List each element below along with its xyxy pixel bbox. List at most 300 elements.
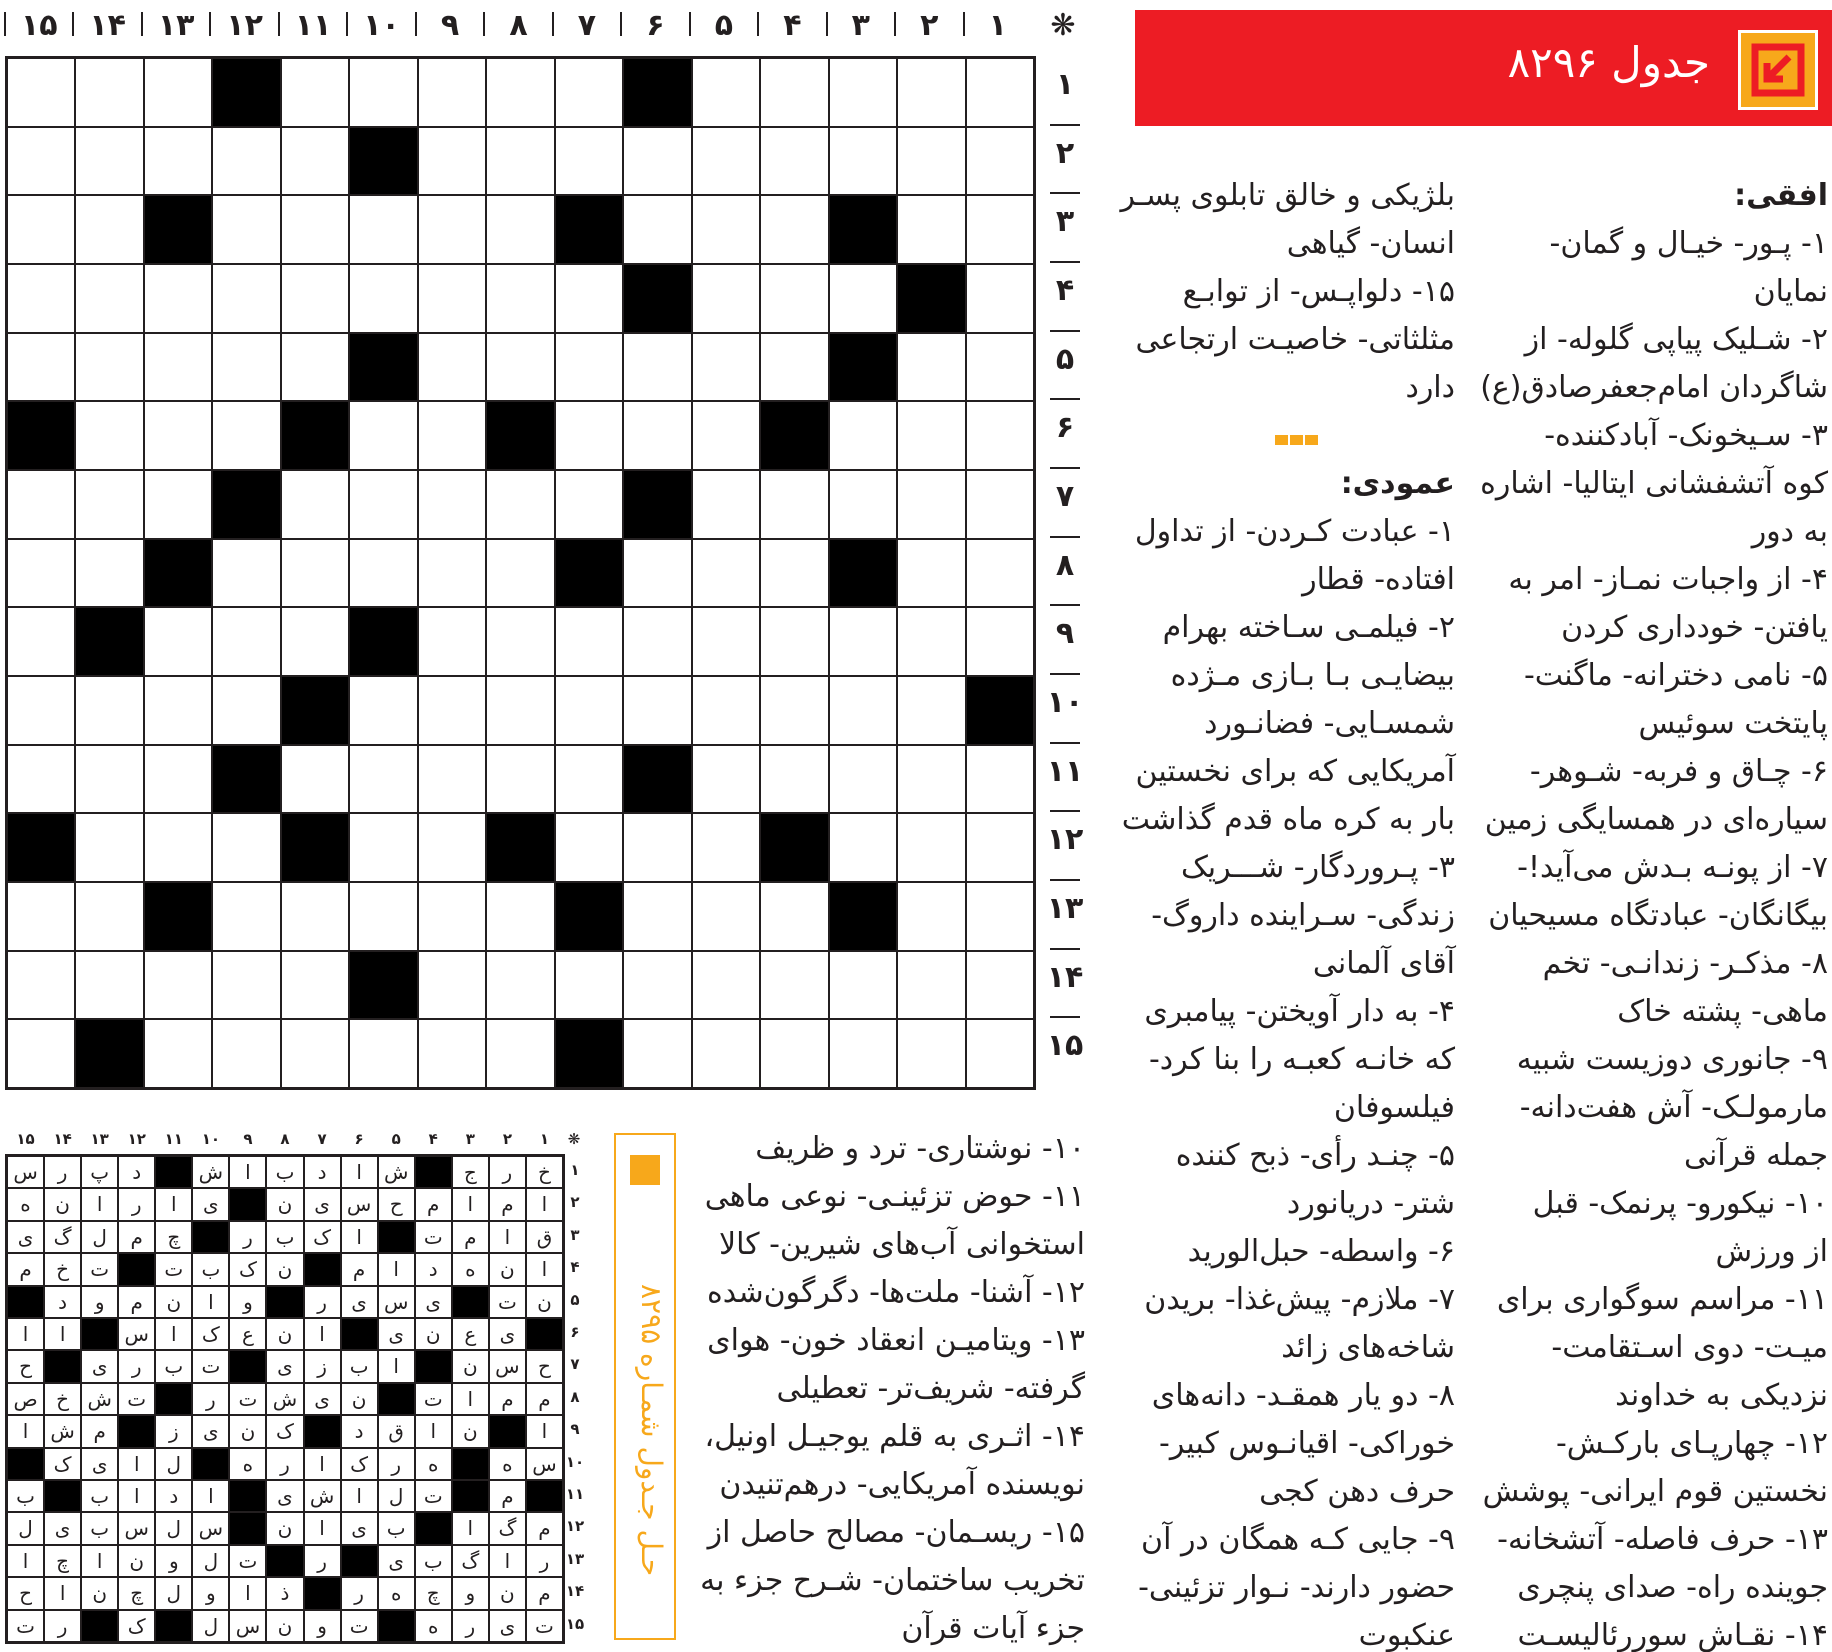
grid-cell xyxy=(966,401,1034,470)
solution-cell: ا xyxy=(192,1480,229,1512)
clue-line: جوینده راه- صدای پنچری xyxy=(1517,1570,1828,1605)
clue-line: آمریکایی که برای نخستین xyxy=(1135,754,1455,789)
grid-cell xyxy=(281,882,349,951)
grid-cell xyxy=(692,1019,760,1088)
solution-cell-black xyxy=(81,1610,118,1642)
grid-cell xyxy=(897,539,965,608)
solution-cell: د xyxy=(155,1480,192,1512)
clue-line: کوه آتشفشانی ایتالیا- اشاره xyxy=(1480,466,1828,501)
solution-cell: ی xyxy=(192,1188,229,1220)
solution-row-number: ۱۰ xyxy=(565,1452,585,1471)
grid-cell xyxy=(760,607,828,676)
solution-cell: س xyxy=(378,1286,415,1318)
solution-cell-black xyxy=(304,1577,341,1609)
clue-line: ۱۴- اثـری به قلم یوجیـل اونیل، xyxy=(704,1419,1085,1454)
grid-cell xyxy=(486,539,554,608)
row-number: ۱۵ xyxy=(1046,1028,1084,1064)
grid-cell xyxy=(7,333,75,402)
solution-cell: ش xyxy=(266,1383,303,1415)
solution-cell: ا xyxy=(118,1480,155,1512)
solution-cell: ن xyxy=(81,1577,118,1609)
solution-cell-black xyxy=(266,1286,303,1318)
solution-cell: ت xyxy=(341,1610,378,1642)
grid-cell xyxy=(692,333,760,402)
solution-cell: ل xyxy=(155,1448,192,1480)
solution-cell: ل xyxy=(7,1512,44,1544)
solution-cell: ش xyxy=(378,1156,415,1188)
column-number: ۷ xyxy=(577,8,597,43)
solution-cell: ر xyxy=(118,1188,155,1220)
grid-cell xyxy=(897,470,965,539)
clue-line: نخستین قوم ایرانی- پوشش xyxy=(1482,1474,1828,1509)
grid-cell xyxy=(760,882,828,951)
grid-cell-black xyxy=(829,333,897,402)
clues-column-a xyxy=(1480,172,1828,1652)
solution-cell-black xyxy=(415,1156,452,1188)
grid-cell xyxy=(692,401,760,470)
clue-line: ۱۳- ویتامیـن انعقاد خون- هوای xyxy=(707,1323,1085,1358)
solution-cell: ک xyxy=(266,1415,303,1447)
grid-cell xyxy=(7,951,75,1020)
grid-cell xyxy=(623,951,691,1020)
solution-cell: ب xyxy=(266,1156,303,1188)
grid-cell xyxy=(692,539,760,608)
grid-cell xyxy=(7,470,75,539)
grid-cell xyxy=(897,58,965,127)
grid-cell xyxy=(897,1019,965,1088)
solution-cell: س xyxy=(229,1610,266,1642)
solution-cell: ن xyxy=(229,1415,266,1447)
solution-cell-black xyxy=(229,1480,266,1512)
grid-cell xyxy=(829,264,897,333)
grid-cell xyxy=(349,745,417,814)
solution-corner-symbol: ❋ xyxy=(567,1130,581,1148)
clue-line: خوراکی- اقیانـوس کبیر- xyxy=(1159,1426,1455,1461)
grid-cell xyxy=(760,951,828,1020)
solution-cell: ت xyxy=(229,1383,266,1415)
column-number: ۱۴ xyxy=(89,8,126,43)
solution-column-number: ۱ xyxy=(539,1130,550,1148)
solution-cell-black xyxy=(452,1286,489,1318)
solution-cell: م xyxy=(118,1221,155,1253)
clue-line: تخریب ساختمان- شـرح جزء به xyxy=(700,1563,1085,1598)
grid-cell xyxy=(760,539,828,608)
solution-cell: ا xyxy=(229,1577,266,1609)
solution-cell: ی xyxy=(415,1286,452,1318)
grid-cell-black xyxy=(623,470,691,539)
grid-cell xyxy=(75,264,143,333)
grid-cell xyxy=(486,882,554,951)
solution-cell: ه xyxy=(452,1253,489,1285)
clue-line: ۹- جانوری دوزیست شبیه xyxy=(1516,1042,1828,1077)
logo-icon xyxy=(1738,30,1818,110)
solution-cell: ب xyxy=(7,1480,44,1512)
grid-cell xyxy=(623,882,691,951)
solution-cell: ت xyxy=(192,1350,229,1382)
solution-cell: ن xyxy=(266,1512,303,1544)
grid-cell xyxy=(349,539,417,608)
clue-line: ۱۲- چهارپـای بارکـش- xyxy=(1555,1426,1828,1461)
solution-cell-black xyxy=(118,1415,155,1447)
clue-line: انسان- گیاهی xyxy=(1286,226,1455,261)
grid-cell xyxy=(349,264,417,333)
grid-cell xyxy=(829,676,897,745)
column-number: ۱۵ xyxy=(20,8,58,43)
grid-cell xyxy=(7,539,75,608)
grid-cell xyxy=(75,676,143,745)
grid-cell xyxy=(692,470,760,539)
solution-cell: د xyxy=(118,1156,155,1188)
solution-cell: ا xyxy=(304,1448,341,1480)
solution-column-number: ۱۲ xyxy=(127,1130,146,1148)
grid-cell xyxy=(418,676,486,745)
row-numbers xyxy=(1040,55,1090,1090)
grid-cell-black xyxy=(829,195,897,264)
solution-cell-black xyxy=(341,1545,378,1577)
solution-cell: م xyxy=(415,1188,452,1220)
grid-cell-black xyxy=(623,745,691,814)
solution-row-number: ۹ xyxy=(570,1420,580,1439)
solution-cell: ه xyxy=(378,1577,415,1609)
solution-cell: د xyxy=(415,1253,452,1285)
arrow-down-left-icon xyxy=(1741,33,1815,107)
solution-cell: ز xyxy=(304,1350,341,1382)
solution-cell: ش xyxy=(81,1383,118,1415)
grid-cell-black xyxy=(829,882,897,951)
solution-cell: ق xyxy=(378,1415,415,1447)
grid-cell-black xyxy=(555,1019,623,1088)
horizontal-heading: افقی: xyxy=(1734,178,1828,213)
solution-cell: ا xyxy=(452,1512,489,1544)
grid-cell xyxy=(212,333,280,402)
solution-cell: م xyxy=(526,1512,563,1544)
solution-cell: و xyxy=(192,1577,229,1609)
solution-cell: ت xyxy=(489,1286,526,1318)
solution-cell: ک xyxy=(341,1448,378,1480)
solution-cell: و xyxy=(155,1545,192,1577)
solution-cell-black xyxy=(378,1221,415,1253)
grid-cell xyxy=(829,745,897,814)
grid-cell xyxy=(212,401,280,470)
solution-cell: ن xyxy=(155,1286,192,1318)
solution-cell: ا xyxy=(452,1383,489,1415)
solution-cell: خ xyxy=(44,1253,81,1285)
solution-cell-black xyxy=(526,1480,563,1512)
solution-cell: چ xyxy=(44,1545,81,1577)
solution-cell: ه xyxy=(415,1448,452,1480)
grid-cell xyxy=(349,813,417,882)
grid-cell xyxy=(623,607,691,676)
grid-cell xyxy=(144,401,212,470)
grid-cell xyxy=(486,745,554,814)
clue-line: حرف دهن کجی xyxy=(1259,1474,1455,1509)
grid-cell-black xyxy=(623,264,691,333)
grid-cell xyxy=(555,333,623,402)
solution-cell: ل xyxy=(155,1577,192,1609)
solution-cell: ی xyxy=(489,1610,526,1642)
grid-cell xyxy=(75,127,143,196)
solution-cell: ن xyxy=(44,1188,81,1220)
grid-cell xyxy=(349,195,417,264)
solution-row-number: ۱۳ xyxy=(565,1549,585,1568)
grid-cell xyxy=(418,470,486,539)
solution-cell: ن xyxy=(266,1610,303,1642)
row-number: ۱۴ xyxy=(1046,959,1084,995)
grid-cell xyxy=(555,676,623,745)
grid-cell xyxy=(829,127,897,196)
grid-cell xyxy=(212,813,280,882)
solution-cell: م xyxy=(118,1286,155,1318)
grid-cell xyxy=(897,195,965,264)
clue-line: آقای آلمانی xyxy=(1312,946,1455,981)
solution-cell: ا xyxy=(44,1318,81,1350)
solution-column-number: ۱۰ xyxy=(201,1130,221,1148)
clue-line: ۷- از پونـه بـدش می‌آید!- xyxy=(1517,850,1828,885)
grid-cell xyxy=(966,264,1034,333)
grid-cell xyxy=(897,401,965,470)
solution-cell: د xyxy=(44,1286,81,1318)
grid-cell xyxy=(349,676,417,745)
solution-cell: ی xyxy=(192,1415,229,1447)
solution-column-number: ۶ xyxy=(354,1130,364,1148)
solution-cell: ی xyxy=(266,1350,303,1382)
grid-cell xyxy=(418,195,486,264)
grid-cell xyxy=(281,195,349,264)
grid-cell xyxy=(966,607,1034,676)
solution-cell: ر xyxy=(44,1156,81,1188)
solution-cell: ب xyxy=(81,1512,118,1544)
grid-cell xyxy=(760,127,828,196)
grid-cell xyxy=(75,951,143,1020)
solution-cell: چ xyxy=(415,1577,452,1609)
grid-cell xyxy=(418,1019,486,1088)
solution-cell: ح xyxy=(7,1350,44,1382)
grid-cell-black xyxy=(897,264,965,333)
solution-cell: ا xyxy=(118,1448,155,1480)
clue-line: از ورزش xyxy=(1715,1234,1828,1269)
solution-cell: ی xyxy=(304,1188,341,1220)
solution-cell-black xyxy=(526,1318,563,1350)
grid-cell xyxy=(212,1019,280,1088)
row-number: ۳ xyxy=(1055,204,1075,240)
solution-cell: ا xyxy=(229,1156,266,1188)
grid-cell xyxy=(555,470,623,539)
solution-cell: ل xyxy=(192,1545,229,1577)
clue-line: نویسنده آمریکایی- درهم‌تنیدن xyxy=(719,1467,1085,1502)
crossword-grid xyxy=(5,56,1036,1090)
solution-cell: خ xyxy=(526,1156,563,1188)
grid-cell xyxy=(486,195,554,264)
row-number: ۹ xyxy=(1055,616,1075,652)
solution-cell: ش xyxy=(44,1415,81,1447)
solution-cell-black xyxy=(229,1512,266,1544)
solution-column-number: ۱۴ xyxy=(53,1130,72,1148)
grid-cell xyxy=(212,195,280,264)
clue-line: افتاده- قطار xyxy=(1302,562,1455,597)
clue-line: ۶- چـاق و فربه- شـوهر- xyxy=(1529,754,1828,789)
grid-cell-black xyxy=(349,951,417,1020)
grid-cell xyxy=(692,951,760,1020)
clue-line: استخوانی آب‌های شیرین- کالا xyxy=(719,1227,1085,1262)
solution-cell: ب xyxy=(378,1512,415,1544)
solution-cell: ح xyxy=(378,1188,415,1220)
clue-line: ۱۲- آشنا- ملت‌ها- دگرگون‌شده xyxy=(706,1275,1085,1310)
grid-cell xyxy=(897,607,965,676)
solution-cell-black xyxy=(378,1383,415,1415)
solution-row-number: ۱۲ xyxy=(565,1517,585,1536)
grid-cell xyxy=(281,745,349,814)
clue-line: مثلثاتی- خاصیـت ارتجاعی xyxy=(1135,322,1455,357)
solution-cell-black xyxy=(489,1415,526,1447)
grid-cell xyxy=(7,1019,75,1088)
solution-cell: ت xyxy=(7,1610,44,1642)
grid-cell xyxy=(349,58,417,127)
grid-cell xyxy=(7,264,75,333)
grid-cell xyxy=(555,813,623,882)
grid-cell xyxy=(418,607,486,676)
vertical-heading: عمودی: xyxy=(1340,466,1455,501)
column-number: ۴ xyxy=(783,8,802,43)
grid-cell xyxy=(760,58,828,127)
column-number: ۱۳ xyxy=(157,8,195,43)
solution-cell: ر xyxy=(266,1448,303,1480)
solution-cell: ی xyxy=(304,1383,341,1415)
row-number: ۵ xyxy=(1055,341,1075,377)
solution-cell: ل xyxy=(81,1221,118,1253)
solution-cell-black xyxy=(81,1318,118,1350)
solution-cell: ا xyxy=(44,1577,81,1609)
grid-cell xyxy=(486,676,554,745)
column-number: ۱۲ xyxy=(226,8,263,43)
clue-line: ۱۵- دلواپـس- از توابـع xyxy=(1182,274,1455,309)
grid-cell xyxy=(692,745,760,814)
solution-cell: ه xyxy=(229,1448,266,1480)
solution-cell: ه xyxy=(415,1610,452,1642)
grid-cell xyxy=(897,813,965,882)
grid-cell-black xyxy=(349,127,417,196)
solution-cell: ش xyxy=(304,1480,341,1512)
solution-cell-black xyxy=(304,1415,341,1447)
grid-cell-black xyxy=(212,470,280,539)
clue-line: ۴- به دار آویختن- پیامبری xyxy=(1144,994,1455,1029)
grid-cell xyxy=(75,58,143,127)
grid-cell xyxy=(281,539,349,608)
grid-cell xyxy=(966,470,1034,539)
grid-cell xyxy=(144,745,212,814)
grid-cell-black xyxy=(760,813,828,882)
clue-line: عنکبوت xyxy=(1358,1618,1455,1652)
solution-cell: ت xyxy=(155,1253,192,1285)
grid-cell xyxy=(212,539,280,608)
grid-cell-black xyxy=(75,1019,143,1088)
solution-row-number: ۸ xyxy=(570,1387,580,1406)
solution-cell: ک xyxy=(229,1253,266,1285)
grid-cell xyxy=(897,745,965,814)
grid-cell xyxy=(555,264,623,333)
row-number: ۴ xyxy=(1055,273,1075,308)
grid-cell xyxy=(75,813,143,882)
clue-line: ۱۰- نیکورو- پرنمک- قبل xyxy=(1532,1186,1828,1221)
grid-cell xyxy=(349,1019,417,1088)
solution-cell: ر xyxy=(304,1286,341,1318)
solution-cell-black xyxy=(304,1253,341,1285)
row-number: ۱۰ xyxy=(1046,685,1084,720)
clue-line: ۸- دو یار همقـد- دانه‌های xyxy=(1151,1378,1455,1413)
solution-column-number: ۷ xyxy=(317,1130,327,1148)
grid-cell xyxy=(212,264,280,333)
column-number: ۲ xyxy=(920,8,939,43)
solution-cell-black xyxy=(118,1253,155,1285)
solution-cell: ر xyxy=(341,1577,378,1609)
clue-line: جمله قرآنی xyxy=(1683,1138,1828,1173)
grid-cell-black xyxy=(555,195,623,264)
solution-cell: م xyxy=(526,1577,563,1609)
grid-cell xyxy=(75,470,143,539)
grid-cell xyxy=(486,58,554,127)
clue-line: ۲- شـلیک پیاپی گلوله- از xyxy=(1524,322,1828,357)
solution-cell: ی xyxy=(266,1480,303,1512)
solution-cell: ب xyxy=(266,1221,303,1253)
grid-cell xyxy=(623,676,691,745)
grid-cell xyxy=(7,882,75,951)
grid-cell-black xyxy=(486,401,554,470)
grid-cell xyxy=(486,470,554,539)
grid-cell xyxy=(349,882,417,951)
clue-line: فیلسوفان xyxy=(1333,1090,1455,1125)
solution-cell: ا xyxy=(7,1545,44,1577)
column-number: ۱۰ xyxy=(363,8,400,43)
solution-cell: س xyxy=(192,1512,229,1544)
grid-cell xyxy=(692,58,760,127)
clue-line: که خانـه کعبـه را بنا کرد- xyxy=(1148,1042,1455,1077)
clue-line: گرفته- شریف‌تر- تعطیلی xyxy=(776,1371,1085,1406)
grid-cell xyxy=(760,470,828,539)
grid-cell xyxy=(418,264,486,333)
grid-cell xyxy=(760,264,828,333)
grid-cell xyxy=(349,401,417,470)
corner-symbol: ❋ xyxy=(1050,8,1076,43)
grid-cell xyxy=(897,882,965,951)
row-number: ۱۱ xyxy=(1046,753,1084,789)
solution-cell-black xyxy=(7,1286,44,1318)
solution-cell: گ xyxy=(489,1512,526,1544)
clue-line: شاخه‌های زائد xyxy=(1281,1330,1455,1365)
grid-cell-black xyxy=(7,401,75,470)
grid-cell xyxy=(692,607,760,676)
grid-cell xyxy=(212,127,280,196)
clue-line: به دور xyxy=(1751,514,1828,549)
solution-cell: م xyxy=(526,1383,563,1415)
column-number: ۸ xyxy=(509,8,528,43)
solution-cell: ک xyxy=(192,1318,229,1350)
grid-cell xyxy=(418,882,486,951)
solution-cell: ش xyxy=(192,1156,229,1188)
grid-cell xyxy=(144,607,212,676)
solution-cell-black xyxy=(341,1318,378,1350)
clue-line: ۵- نامی دخترانه- ماگنت- xyxy=(1523,658,1828,693)
solution-cell-black xyxy=(229,1188,266,1220)
grid-cell xyxy=(692,264,760,333)
clue-line: بلژیکی و خالق تابلوی پسـر xyxy=(1120,178,1455,213)
solution-cell: ن xyxy=(415,1318,452,1350)
grid-cell xyxy=(897,676,965,745)
clue-line: ۳- سـیخونک- آبادکننده- xyxy=(1544,418,1828,453)
solution-cell: م xyxy=(7,1253,44,1285)
grid-cell xyxy=(966,195,1034,264)
solution-row-number: ۱۴ xyxy=(565,1582,585,1601)
solution-cell-black xyxy=(155,1156,192,1188)
grid-cell xyxy=(144,127,212,196)
